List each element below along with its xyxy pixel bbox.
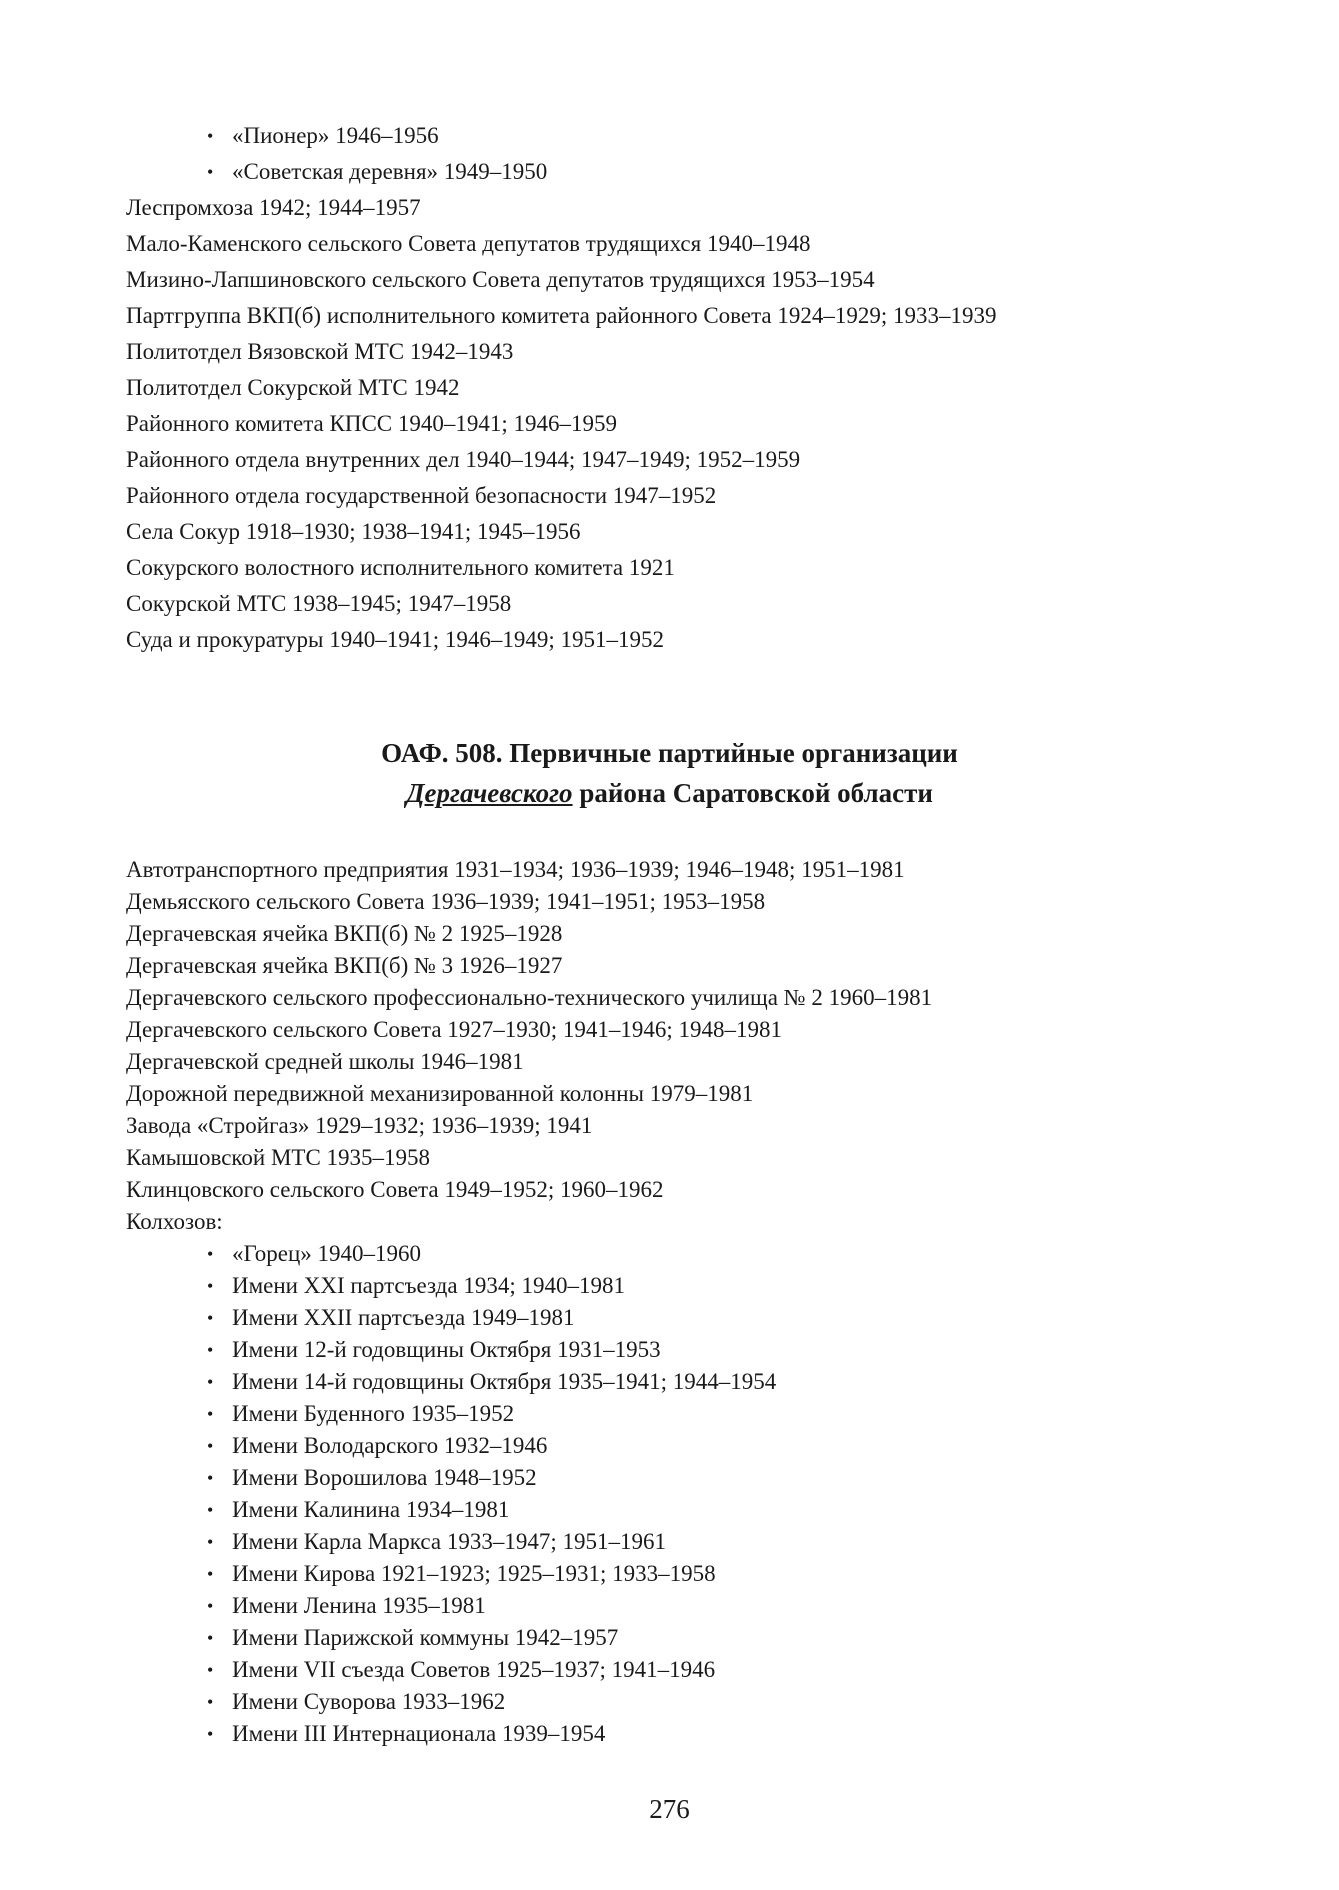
bullet-icon: •: [207, 1564, 214, 1584]
list-item: Партгруппа ВКП(б) исполнительного комитета районного Совета 1924–1929; 1933–1939: [126, 303, 997, 328]
bullet-item: [0, 1622, 1246, 1654]
bullet-item: [0, 1590, 1246, 1622]
bullet-icon: •: [207, 1436, 214, 1456]
list-item: Мизино-Лапшиновского сельского Совета депутатов трудящихся 1953–1954: [126, 267, 875, 292]
bullet-text: Имени Володарского 1932–1946: [232, 1433, 548, 1458]
bullet-icon: •: [207, 1532, 214, 1552]
bullet-text: Имени Ворошилова 1948–1952: [232, 1465, 537, 1490]
list-item: Суда и прокуратуры 1940–1941; 1946–1949; 1951–1952: [126, 627, 665, 652]
bullet-item: [0, 1270, 1246, 1302]
bullet-item: [0, 1686, 1246, 1718]
list-item: Дергачевской средней школы 1946–1981: [126, 1049, 524, 1074]
list-item: Политотдел Вязовской МТС 1942–1943: [126, 339, 514, 364]
heading-district: Дергачевского: [406, 778, 573, 808]
bullet-text: Имени XXI партсъезда 1934; 1940–1981: [232, 1273, 625, 1298]
list-item: Мало-Каменского сельского Совета депутатов трудящихся 1940–1948: [126, 231, 811, 256]
bullet-text: Имени 12-й годовщины Октября 1931–1953: [232, 1337, 661, 1362]
list-item: Колхозов:: [126, 1209, 223, 1234]
list-item: Районного отдела государственной безопасности 1947–1952: [126, 483, 717, 508]
list-item: Камышовской МТС 1935–1958: [126, 1145, 431, 1170]
bullet-icon: •: [207, 1500, 214, 1520]
heading-line-1: ОАФ. 508. Первичные партийные организации: [381, 738, 958, 768]
list-item: Районного отдела внутренних дел 1940–1944; 1947–1949; 1952–1959: [126, 447, 801, 472]
bullet-item: [0, 1398, 1246, 1430]
bullet-item: [0, 118, 1246, 154]
section-1-list: [126, 118, 1246, 658]
list-item: Дергачевская ячейка ВКП(б) № 3 1926–1927: [126, 953, 563, 978]
list-item: Дорожной передвижной механизированной колонны 1979–1981: [126, 1081, 754, 1106]
section-heading: [0, 733, 1339, 813]
bullet-text: «Пионер» 1946–1956: [232, 123, 439, 148]
bullet-icon: •: [207, 1308, 214, 1328]
bullet-item: [0, 1302, 1246, 1334]
bullet-item: [0, 1238, 1246, 1270]
bullet-text: Имени III Интернационала 1939–1954: [232, 1721, 606, 1746]
bullet-icon: •: [207, 1660, 214, 1680]
bullet-icon: •: [207, 1276, 214, 1296]
list-item: Дергачевская ячейка ВКП(б) № 2 1925–1928: [126, 921, 563, 946]
list-item: Дергачевского сельского Совета 1927–1930; 1941–1946; 1948–1981: [126, 1017, 783, 1042]
bullet-item: [0, 1430, 1246, 1462]
bullet-icon: •: [207, 1468, 214, 1488]
heading-line-2: [0, 773, 1339, 813]
bullet-text: «Советская деревня» 1949–1950: [232, 159, 548, 184]
heading-line-2-rest: района Саратовской области: [572, 778, 933, 808]
bullet-text: Имени Парижской коммуны 1942–1957: [232, 1625, 619, 1650]
page-number: 276: [649, 1794, 690, 1824]
bullet-icon: •: [207, 1724, 214, 1744]
bullet-text: «Горец» 1940–1960: [232, 1241, 422, 1266]
bullet-item: [0, 1558, 1246, 1590]
bullet-text: Имени VII съезда Советов 1925–1937; 1941–1946: [232, 1657, 716, 1682]
bullet-item: [0, 1718, 1246, 1750]
bullet-text: Имени Суворова 1933–1962: [232, 1689, 506, 1714]
bullet-icon: •: [207, 1244, 214, 1264]
bullet-item: [0, 1462, 1246, 1494]
bullet-text: Имени Карла Маркса 1933–1947; 1951–1961: [232, 1529, 666, 1554]
section-2-list: [126, 854, 1246, 1750]
bullet-item: [0, 1526, 1246, 1558]
bullet-icon: •: [207, 162, 214, 182]
bullet-icon: •: [207, 126, 214, 146]
bullet-text: Имени Кирова 1921–1923; 1925–1931; 1933–1958: [232, 1561, 716, 1586]
list-item: Автотранспортного предприятия 1931–1934; 1936–1939; 1946–1948; 1951–1981: [126, 857, 905, 882]
bullet-icon: •: [207, 1404, 214, 1424]
bullet-item: [0, 1334, 1246, 1366]
bullet-text: Имени Калинина 1934–1981: [232, 1497, 510, 1522]
bullet-icon: •: [207, 1340, 214, 1360]
list-item: Дергачевского сельского профессионально-технического училища № 2 1960–1981: [126, 985, 933, 1010]
bullet-icon: •: [207, 1596, 214, 1616]
list-item: Леспромхоза 1942; 1944–1957: [126, 195, 421, 220]
bullet-icon: •: [207, 1692, 214, 1712]
list-item: Сокурской МТС 1938–1945; 1947–1958: [126, 591, 512, 616]
bullet-text: Имени Буденного 1935–1952: [232, 1401, 515, 1426]
list-item: Клинцовского сельского Совета 1949–1952; 1960–1962: [126, 1177, 664, 1202]
list-item: Политотдел Сокурской МТС 1942: [126, 375, 460, 400]
bullet-item: [0, 154, 1246, 190]
list-item: Районного комитета КПСС 1940–1941; 1946–1959: [126, 411, 618, 436]
bullet-icon: •: [207, 1628, 214, 1648]
list-item: Сокурского волостного исполнительного комитета 1921: [126, 555, 675, 580]
list-item: Демьясского сельского Совета 1936–1939; 1941–1951; 1953–1958: [126, 889, 766, 914]
bullet-text: Имени Ленина 1935–1981: [232, 1593, 486, 1618]
list-item: Села Сокур 1918–1930; 1938–1941; 1945–1956: [126, 519, 581, 544]
bullet-item: [0, 1654, 1246, 1686]
bullet-item: [0, 1494, 1246, 1526]
bullet-item: [0, 1366, 1246, 1398]
bullet-text: Имени 14-й годовщины Октября 1935–1941; 1944–1954: [232, 1369, 777, 1394]
bullet-text: Имени XXII партсъезда 1949–1981: [232, 1305, 575, 1330]
bullet-icon: •: [207, 1372, 214, 1392]
list-item: Завода «Стройгаз» 1929–1932; 1936–1939; 1941: [126, 1113, 593, 1138]
